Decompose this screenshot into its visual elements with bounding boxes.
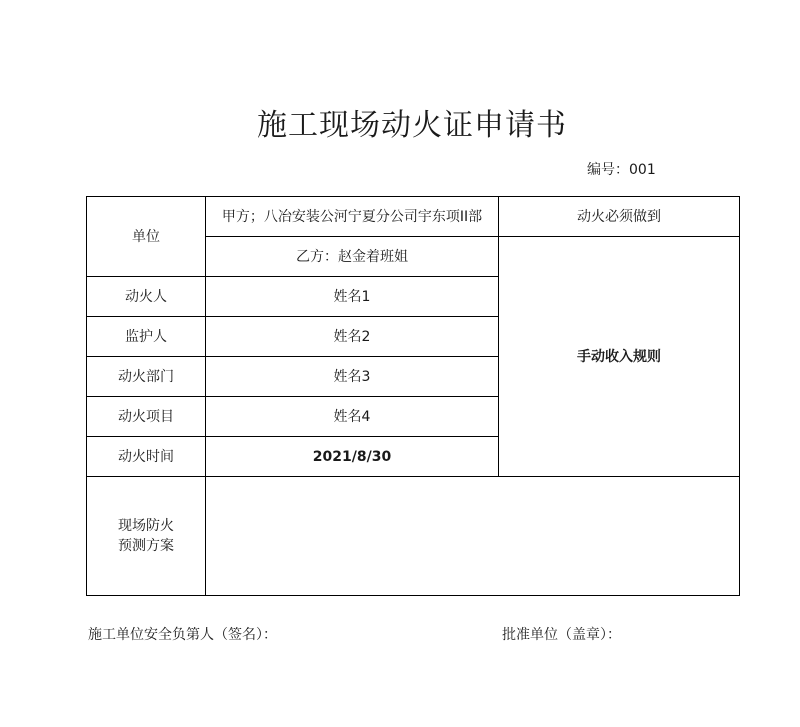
- department-value-cell: [206, 357, 499, 397]
- fire-person-label-cell: [87, 277, 206, 317]
- supervisor-label-cell: [87, 317, 206, 357]
- permit-table: [86, 196, 740, 596]
- project-label: 动火项目: [118, 408, 174, 425]
- party-b-cell: [206, 237, 499, 277]
- time-value-cell: [206, 437, 499, 477]
- fire-person-label: 动火人: [125, 288, 167, 305]
- supervisor-value: 姓名2: [333, 328, 371, 345]
- supervisor-label: 监护人: [125, 328, 167, 345]
- table-row: [87, 197, 740, 237]
- plan-value-cell: [206, 477, 740, 596]
- project-value-cell: [206, 397, 499, 437]
- approval-unit-label: 批准单位（盖章）：: [502, 627, 621, 643]
- must-do-content: 手动收入规则: [577, 348, 661, 365]
- must-do-header: 动火必须做到: [577, 208, 661, 225]
- time-value: 2021/8/30: [312, 448, 392, 465]
- plan-label-line1: 现场防火: [118, 518, 174, 534]
- serial-number: 编号：001: [587, 162, 656, 178]
- plan-label-line2: 预测方案: [118, 538, 174, 554]
- time-label: 动火时间: [118, 448, 174, 465]
- department-value: 姓名3: [333, 368, 371, 385]
- time-label-cell: [87, 437, 206, 477]
- supervisor-value-cell: [206, 317, 499, 357]
- must-do-content-cell: [499, 237, 740, 477]
- party-a-value: 甲方；八冶安装公河宁夏分公司宇东项II部: [221, 208, 483, 225]
- document-title: 施工现场动火证申请书: [257, 108, 567, 143]
- department-label-cell: [87, 357, 206, 397]
- department-label: 动火部门: [118, 368, 174, 385]
- must-do-header-cell: [499, 197, 740, 237]
- fire-person-value-cell: [206, 277, 499, 317]
- safety-signer-label: 施工单位安全负第人（签名）：: [88, 627, 277, 643]
- fire-person-value: 姓名1: [333, 288, 371, 305]
- party-a-cell: [206, 197, 499, 237]
- unit-label: 单位: [132, 228, 160, 245]
- unit-label-cell: [87, 197, 206, 277]
- project-label-cell: [87, 397, 206, 437]
- party-b-value: 乙方：赵金着班姐: [296, 248, 408, 265]
- plan-label-cell: [87, 477, 206, 596]
- table-row: [87, 477, 740, 596]
- project-value: 姓名4: [333, 408, 371, 425]
